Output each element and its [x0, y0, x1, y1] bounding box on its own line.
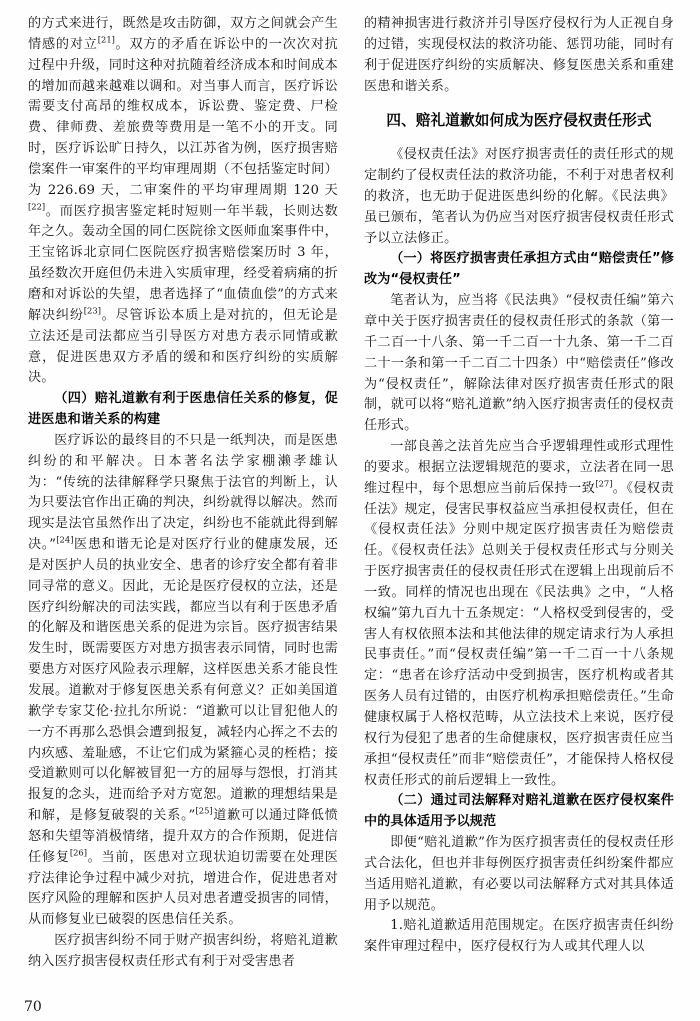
- left-column: [28, 14, 338, 973]
- right-column: [364, 14, 674, 958]
- body-paragraph: [28, 14, 338, 389]
- citation-marker: [22]: [28, 201, 46, 212]
- text-run: 医疗损害纠纷不同于财产损害纠纷，将赔礼道歉纳入医疗损害侵权责任形式有利于对受害患者: [28, 933, 338, 969]
- body-paragraph: [28, 931, 338, 973]
- text-run: 《侵权责任法》对医疗损害责任的责任形式的规定制约了侵权责任法的救济功能，不利于对患者权利的救济，也无助于促进医患纠纷的化解。《民法典》虽已颁布，笔者认为仍应当对医疗损害侵权责任形式予以立法修正。: [364, 147, 674, 246]
- text-run: 。当前，医患对立现状迫切需要在处理医疗法律论争过程中减少对抗，增进合作，促进患者对医疗风险的理解和医护人员对患者遭受损害的同情，从而修复业已破裂的医患信任关系。: [28, 849, 338, 928]
- body-paragraph: [364, 916, 674, 958]
- text-run: 医疗诉讼的最终目的不只是一纸判决，而是医患纠纷的和平解决。日本著名法学家棚濑孝雄认为：“传统的法律解释学只聚焦于法官的判断上，认为只要法官作出正确的判决，纠纷就得以解决。然而现实是法官虽然作出了决定，纠纷也不能就此得到解决。”: [28, 432, 338, 553]
- citation-marker: [23]: [83, 305, 101, 316]
- body-paragraph: [364, 14, 674, 97]
- text-run: 。双方的矛盾在诉讼中的一次次对抗过程中升级，同时这种对抗随着经济成本和时间成本的增加而越来越难以调和。对当事人而言，医疗诉讼需要支付高昂的维权成本，诉讼费、鉴定费、尸检费、律师费、差旅费等费用是一笔不小的开支。同时，医疗诉讼旷日持久，以江苏省为例，医疗损害赔偿案件一审案件的平均审理周期（不包括鉴定时间）为 226.69 天，二审案件的平均审理周期 120 天: [28, 36, 338, 198]
- body-paragraph: [364, 437, 674, 791]
- citation-marker: [24]: [56, 534, 74, 545]
- section-heading: 四、赔礼道歉如何成为医疗侵权责任形式: [386, 112, 652, 130]
- text-run: 一部良善之法首先应当合乎逻辑理性或形式理性的要求。根据立法逻辑规范的要求，立法者在同一思维过程中，每个思想应当前后保持一致: [364, 439, 674, 496]
- body-paragraph: [364, 833, 674, 916]
- body-paragraph: [364, 291, 674, 437]
- subsection-heading: （二）通过司法解释对赔礼道歉在医疗侵权案件中的具体适用予以规范: [364, 793, 674, 830]
- citation-marker: [21]: [97, 34, 115, 45]
- text-run: 的精神损害进行救济并引导医疗侵权行为人正视自身的过错，实现侵权法的救济功能、惩罚功能，同时有利于促进医疗纠纷的实质解决、修复医患关系和重建医患和谐关系。: [364, 16, 674, 94]
- text-run: 。而医疗损害鉴定耗时短则一年半载，长则达数年之久。轰动全国的同仁医院徐文医师血案事件中，王宝铭诉北京同仁医院医疗损害赔偿案历时 3 年，虽经数次开庭但仍未进入实质审理，经受着病痛的折磨和对诉讼的失望，患者选择了“血债血偿”的方式来解决纠纷: [28, 203, 338, 323]
- body-paragraph: [364, 145, 674, 249]
- subsection-heading: （四）赔礼道歉有利于医患信任关系的修复，促进医患和谐关系的构建: [28, 391, 338, 428]
- text-run: 医患和谐无论是对医疗行业的健康发展，还是对医护人员的执业安全、患者的诊疗安全都有着非同寻常的意义。因此，无论是医疗侵权的立法，还是医疗纠纷解决的司法实践，都应当以有利于医患矛盾的化解及和谐医患关系的促进为宗旨。医疗损害结果发生时，既需要医方对患方损害表示同情，同时也需要患方对医疗风险表示理解，这样医患关系才能良性发展。道歉对于修复医患关系有何意义？正如美国道歉学专家艾伦·拉扎尔所说：“道歉可以让冒犯他人的一方不再那么恐惧会遭到报复，减轻内心挥之不去的内疚感、羞耻感，不让它们成为紧箍心灵的桎梏；接受道歉则可以化解被冒犯一方的屈辱与怨恨，打消其报复的念头，进而给予对方宽恕。道歉的理想结果是和解，是修复破裂的关系。”: [28, 537, 338, 824]
- text-run: 笔者认为，应当将《民法典》“侵权责任编”第六章中关于医疗损害责任的侵权责任形式的条款（第一千二百一十八条、第一千二百一十九条、第一千二百二十一条和第一千二百二十四条）中“赔偿责任”修改为“侵权责任”，解除法律对医疗损害责任形式的限制，就可以将“赔礼道歉”纳入医疗损害责任的侵权责任形式。: [364, 293, 674, 434]
- text-run: 的方式来进行，既然是攻击防御，双方之间就会产生情感的对立: [28, 16, 338, 52]
- text-run: 1.赔礼道歉适用范围规定。在医疗损害责任纠纷案件审理过程中，医疗侵权行为人或其代理人以: [364, 918, 674, 955]
- subsection-heading: （一）将医疗损害责任承担方式由“赔偿责任”修改为“侵权责任”: [364, 251, 674, 288]
- citation-marker: [26]: [69, 847, 88, 858]
- text-run: 。《侵权责任法》规定，侵害民事权益应当承担侵权责任，但在《侵权责任法》分则中规定医疗损害责任为赔偿责任。《侵权责任法》总则关于侵权责任形式与分则关于医疗损害责任的侵权责任形式在逻辑上出现前后不一致。同样的情况也出现在《民法典》之中，“人格权编”第九百九十五条规定：“人格权受到侵害的，受害人有权依照本法和其他法律的规定请求行为人承担民事责任。”而“侵权责任编”第一千二百一十八条规定：“患者在诊疗活动中受到损害，医疗机构或者其医务人员有过错的，由医疗机构承担赔偿责任。”生命健康权属于人格权范畴，从立法技术上来说，医疗侵权行为侵犯了患者的生命健康权，医疗损害责任应当承担“侵权责任”而非“赔偿责任”，才能保持人格权侵权责任形式的前后逻辑上一致性。: [364, 480, 674, 788]
- citation-marker: [25]: [195, 805, 213, 816]
- text-run: 。尽管诉讼本质上是对抗的，但无论是立法还是司法都应当引导医方对患方表示同情或歉意，促进医患双方矛盾的缓和和医疗纠纷的实质解决。: [28, 307, 338, 386]
- body-paragraph: [28, 431, 338, 931]
- page-number: 70: [24, 999, 42, 1015]
- text-run: 即便“赔礼道歉”作为医疗损害责任的侵权责任形式合法化，但也并非每例医疗损害责任纠纷案件都应当适用赔礼道歉，有必要以司法解释方式对其具体适用予以规范。: [364, 835, 674, 913]
- text-run: 道歉可以通过降低愤怒和失望等消极情绪，提升双方的合作预期，促进信任修复: [28, 808, 338, 865]
- citation-marker: [27]: [595, 478, 613, 489]
